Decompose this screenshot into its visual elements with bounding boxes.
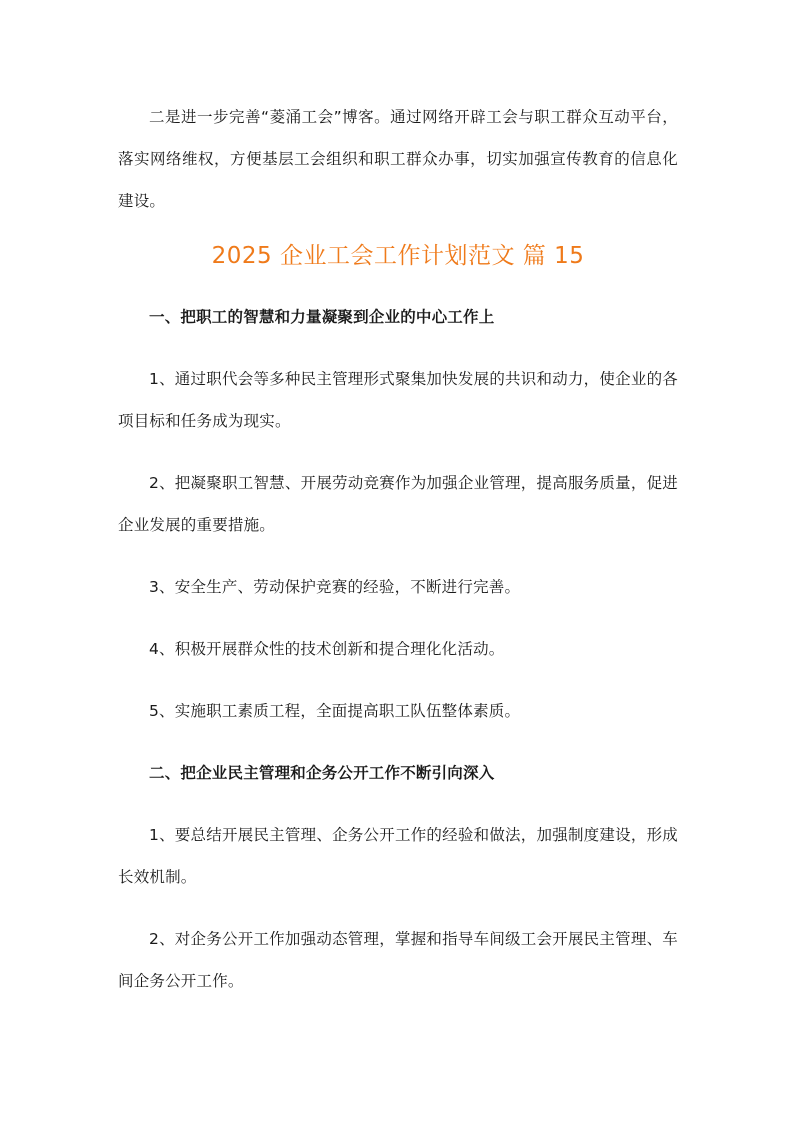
section1-item-3: 3、安全生产、劳动保护竞赛的经验，不断进行完善。 (149, 578, 521, 596)
section2-item-2: 2、对企务公开工作加强动态管理，掌握和指导车间级工会开展民主管理、车间企务公开工作。 (118, 930, 678, 990)
section2-item-1: 1、要总结开展民主管理、企务公开工作的经验和做法，加强制度建设，形成长效机制。 (118, 826, 678, 886)
section1-item-2: 2、把凝聚职工智慧、开展劳动竞赛作为加强企业管理，提高服务质量，促进企业发展的重要措施。 (118, 474, 678, 534)
section-heading-1: 一、把职工的智慧和力量凝聚到企业的中心工作上 (149, 308, 495, 326)
document-page (118, 96, 678, 1022)
section1-item-1: 1、通过职代会等多种民主管理形式聚集加快发展的共识和动力，使企业的各项目标和任务成为现实。 (118, 370, 678, 430)
section1-item-4: 4、积极开展群众性的技术创新和提合理化化活动。 (149, 640, 505, 658)
section1-item-5: 5、实施职工素质工程，全面提高职工队伍整体素质。 (149, 702, 521, 720)
section-heading-2: 二、把企业民主管理和企务公开工作不断引向深入 (149, 764, 495, 782)
intro-paragraph: 二是进一步完善“菱涌工会”博客。通过网络开辟工会与职工群众互动平台，落实网络维权，方便基层工会组织和职工群众办事，切实加强宣传教育的信息化建设。 (118, 108, 678, 210)
document-title: 2025 企业工会工作计划范文 篇 15 (211, 243, 585, 269)
